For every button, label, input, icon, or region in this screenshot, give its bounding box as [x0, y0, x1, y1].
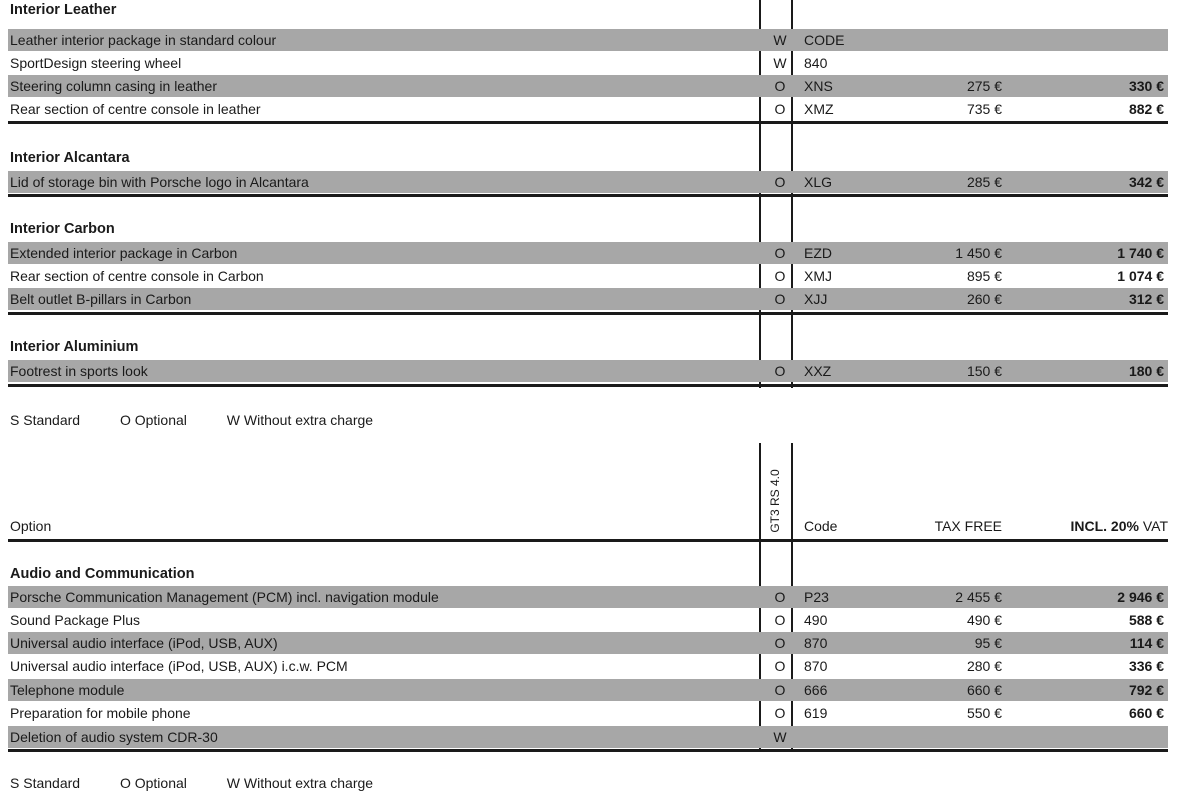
option-code: XLG	[804, 174, 833, 190]
option-code: CODE	[804, 32, 845, 48]
legend-optional: O Optional	[119, 775, 187, 791]
incl-vat-bold: INCL. 20%	[1070, 518, 1139, 534]
price-incl-vat: 1 074 €	[1117, 268, 1164, 284]
option-row	[8, 52, 1168, 74]
option-name: Leather interior package in standard colour	[10, 32, 277, 48]
legend	[10, 775, 409, 791]
price-incl-vat: 660 €	[1128, 705, 1164, 721]
option-code: EZD	[804, 245, 832, 261]
price-tax-free: 660 €	[966, 682, 1002, 698]
option-code: XMJ	[804, 268, 832, 284]
price-tax-free: 95 €	[974, 635, 1002, 651]
section-rule	[8, 384, 1168, 387]
price-incl-vat: 342 €	[1128, 174, 1164, 190]
option-name: Extended interior package in Carbon	[10, 245, 238, 261]
price-tax-free: 260 €	[966, 291, 1002, 307]
option-code: P23	[804, 589, 829, 605]
price-tax-free: 285 €	[966, 174, 1002, 190]
option-row	[8, 609, 1168, 631]
price-incl-vat: 330 €	[1128, 78, 1164, 94]
availability: O	[774, 174, 786, 190]
option-code: 870	[804, 658, 828, 674]
option-name: Sound Package Plus	[10, 612, 140, 628]
availability: W	[773, 32, 787, 48]
column-header-model	[759, 460, 791, 542]
option-row	[8, 288, 1168, 310]
price-incl-vat: 180 €	[1128, 363, 1164, 379]
option-name: SportDesign steering wheel	[10, 55, 182, 71]
option-name: Telephone module	[10, 682, 125, 698]
price-tax-free: 280 €	[966, 658, 1002, 674]
availability: O	[774, 363, 786, 379]
price-incl-vat: 1 740 €	[1117, 245, 1164, 261]
option-row	[8, 171, 1168, 193]
option-name: Preparation for mobile phone	[10, 705, 191, 721]
option-code: XXZ	[804, 363, 832, 379]
legend-without-charge: W Without extra charge	[226, 412, 374, 428]
option-row	[8, 679, 1168, 701]
option-code: 490	[804, 612, 828, 628]
option-row	[8, 586, 1168, 608]
legend-standard: S Standard	[10, 775, 81, 791]
section-title: Interior Aluminium	[10, 339, 139, 355]
price-incl-vat: 792 €	[1128, 682, 1164, 698]
price-tax-free: 550 €	[966, 705, 1002, 721]
price-incl-vat: 588 €	[1128, 612, 1164, 628]
availability: O	[774, 78, 786, 94]
availability: O	[774, 705, 786, 721]
legend-optional: O Optional	[119, 412, 187, 428]
availability: O	[774, 612, 786, 628]
section-rule	[8, 749, 1168, 752]
section-title: Interior Carbon	[10, 221, 115, 237]
section-rule	[8, 194, 1168, 197]
availability: O	[774, 635, 786, 651]
option-name: Universal audio interface (iPod, USB, AUX) i.c.w. PCM	[10, 658, 348, 674]
option-name: Footrest in sports look	[10, 363, 148, 379]
availability: W	[773, 729, 787, 745]
price-incl-vat: 2 946 €	[1117, 589, 1164, 605]
option-row	[8, 702, 1168, 724]
model-name: GT3 RS 4.0	[768, 469, 782, 533]
option-name: Deletion of audio system CDR-30	[10, 729, 218, 745]
availability: W	[773, 55, 787, 71]
option-code: XMZ	[804, 101, 834, 117]
option-code: 870	[804, 635, 828, 651]
option-code: XJJ	[804, 291, 828, 307]
option-name: Porsche Communication Management (PCM) incl. navigation module	[10, 589, 439, 605]
option-row	[8, 360, 1168, 382]
availability: O	[774, 291, 786, 307]
option-name: Universal audio interface (iPod, USB, AUX)	[10, 635, 278, 651]
column-header-tax-free: TAX FREE	[934, 518, 1002, 534]
section-rule	[8, 312, 1168, 315]
availability: O	[774, 245, 786, 261]
section-rule	[8, 121, 1168, 124]
availability: O	[774, 682, 786, 698]
price-tax-free: 150 €	[966, 363, 1002, 379]
option-code: 666	[804, 682, 828, 698]
option-name: Lid of storage bin with Porsche logo in Alcantara	[10, 174, 309, 190]
option-name: Rear section of centre console in leather	[10, 101, 261, 117]
price-tax-free: 490 €	[966, 612, 1002, 628]
option-row	[8, 632, 1168, 654]
price-incl-vat: 114 €	[1129, 635, 1164, 651]
section-title: Interior Alcantara	[10, 150, 130, 166]
incl-vat-light: VAT	[1138, 518, 1168, 534]
section-title: Interior Leather	[10, 2, 117, 18]
option-row	[8, 265, 1168, 287]
price-tax-free: 895 €	[966, 268, 1002, 284]
availability: O	[774, 101, 786, 117]
price-tax-free: 2 455 €	[955, 589, 1002, 605]
option-row	[8, 655, 1168, 677]
option-name: Belt outlet B-pillars in Carbon	[10, 291, 192, 307]
price-incl-vat: 312 €	[1128, 291, 1164, 307]
price-tax-free: 735 €	[966, 101, 1002, 117]
availability: O	[774, 589, 786, 605]
option-row	[8, 29, 1168, 51]
column-header-code: Code	[804, 518, 838, 534]
option-name: Rear section of centre console in Carbon	[10, 268, 264, 284]
price-tax-free: 275 €	[966, 78, 1002, 94]
availability: O	[774, 268, 786, 284]
price-tax-free: 1 450 €	[955, 245, 1002, 261]
column-header-incl-vat	[1070, 518, 1168, 534]
option-code: XNS	[804, 78, 833, 94]
column-header-option: Option	[10, 518, 52, 534]
option-row	[8, 98, 1168, 120]
option-code: 840	[804, 55, 828, 71]
availability: O	[774, 658, 786, 674]
section-title: Audio and Communication	[10, 566, 195, 582]
option-code: 619	[804, 705, 828, 721]
header-rule	[8, 539, 1168, 542]
option-row	[8, 75, 1168, 97]
option-name: Steering column casing in leather	[10, 78, 218, 94]
option-row	[8, 242, 1168, 264]
price-incl-vat: 336 €	[1128, 658, 1164, 674]
legend-without-charge: W Without extra charge	[226, 775, 374, 791]
legend-standard: S Standard	[10, 412, 81, 428]
price-incl-vat: 882 €	[1128, 101, 1164, 117]
legend	[10, 412, 409, 428]
option-row	[8, 726, 1168, 748]
